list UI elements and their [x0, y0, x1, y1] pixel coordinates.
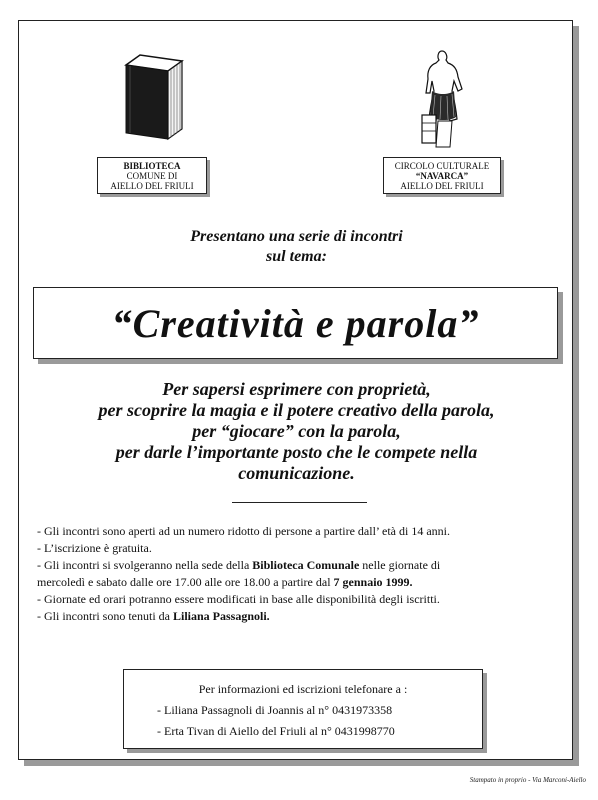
info-item: - Giornate ed orari potranno essere modificati in base alle disponibilità degli iscritti. [37, 592, 440, 606]
info-item [37, 608, 567, 625]
info-item3-pre: - Gli incontri si svolgeranno nella sede della [37, 558, 253, 572]
intro-line1: Presentano una serie di incontri [190, 228, 403, 245]
info-item5-bold: Liliana Passagnoli. [172, 609, 270, 623]
info-list [37, 523, 567, 625]
info-item3b-pre: mercoledì e sabato dalle ore 17.00 alle ore 18.00 a partire dal [37, 575, 334, 589]
info-item [37, 557, 567, 574]
contact-heading: Per informazioni ed iscrizioni telefonare a : [198, 682, 408, 696]
book-icon [120, 51, 184, 141]
intro-text [19, 227, 574, 267]
title-box [33, 287, 558, 359]
right-org-line3: AIELLO DEL FRIULI [400, 181, 484, 191]
subtitle-line: per “giocare” con la parola, [192, 421, 401, 441]
footer-credit: Stampato in proprio - Via Marconi-Aiello [469, 776, 586, 784]
statue-icon [412, 47, 474, 151]
right-org-line2: “NAVARCA” [415, 171, 469, 181]
subtitle-block [19, 379, 574, 484]
contact-line: - Liliana Passagnoli di Joannis al n° 0431973358 [157, 703, 393, 717]
left-org-line3: AIELLO DEL FRIULI [110, 181, 194, 191]
event-title: “Creatività e parola” [111, 300, 480, 346]
info-item3-bold: Biblioteca Comunale [252, 558, 360, 572]
info-item3b-bold: 7 gennaio 1999. [333, 575, 413, 589]
subtitle-line: per darle l’importante posto che le compete nella [115, 442, 478, 462]
contact-box [123, 669, 483, 749]
intro-line2: sul tema: [266, 248, 327, 265]
info-item: - L’iscrizione è gratuita. [37, 541, 152, 555]
flyer-page [18, 20, 573, 760]
left-org-line1: BIBLIOTECA [123, 161, 181, 171]
info-item: - Gli incontri sono aperti ad un numero ridotto di persone a partire dall’ età di 14 anni. [37, 524, 450, 538]
info-item3-post: nelle giornate di [359, 558, 441, 572]
contact-line: - Erta Tivan di Aiello del Friuli al n° 0431998770 [157, 724, 395, 738]
subtitle-line: Per sapersi esprimere con proprietà, [162, 379, 431, 399]
circolo-label [383, 157, 501, 194]
info-item [37, 574, 567, 591]
divider-line [232, 502, 367, 503]
biblioteca-label [97, 157, 207, 194]
subtitle-line: comunicazione. [238, 463, 355, 483]
subtitle-line: per scoprire la magia e il potere creativo della parola, [98, 400, 495, 420]
info-item5-pre: - Gli incontri sono tenuti da [37, 609, 173, 623]
right-org-line1: CIRCOLO CULTURALE [394, 161, 490, 171]
left-org-line2: COMUNE DI [126, 171, 178, 181]
